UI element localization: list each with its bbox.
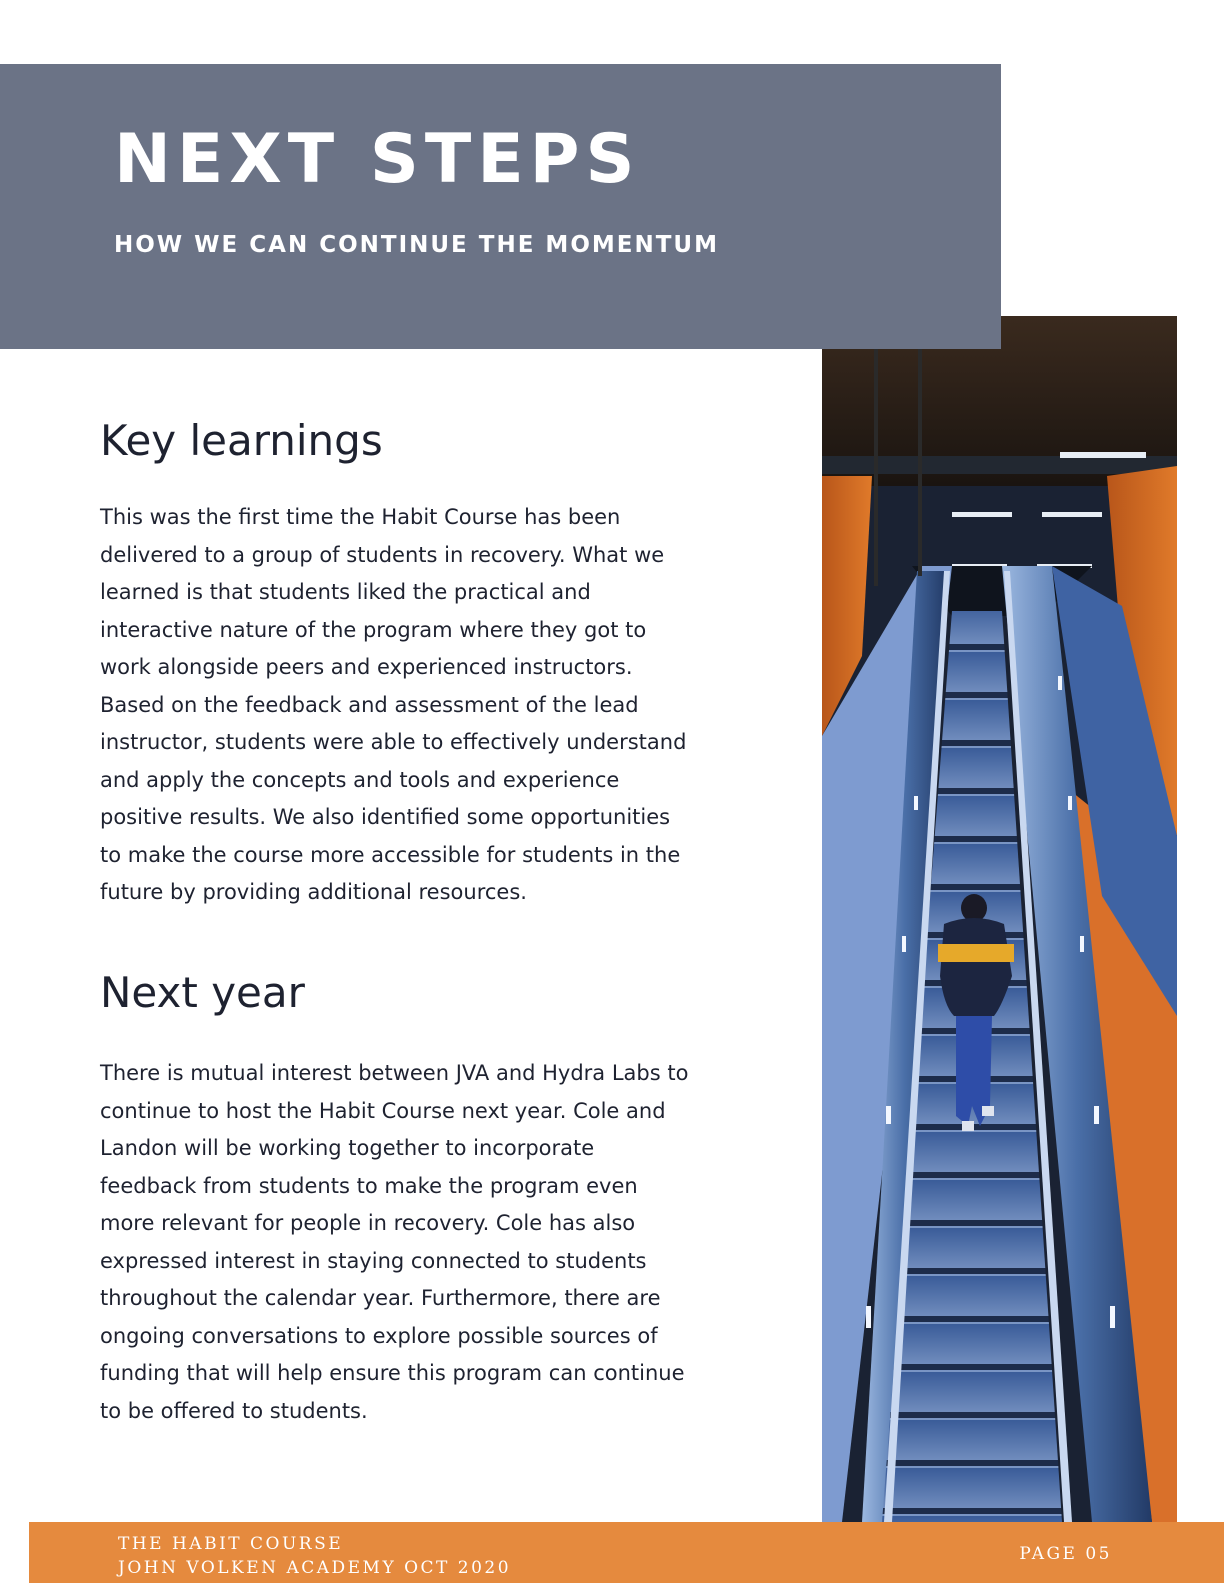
paragraph-line: to be offered to students. [100,1398,368,1423]
paragraph-line: delivered to a group of students in recovery. What we [100,542,665,567]
escalator-photo [822,316,1177,1522]
paragraph-line: expressed interest in staying connected to students [100,1248,647,1273]
paragraph-line: throughout the calendar year. Furthermore, there are [100,1286,661,1310]
paragraph-line: funding that will help ensure this program can continue [100,1361,685,1385]
next-year-paragraph [100,1055,740,1430]
paragraph-line: more relevant for people in recovery. Cole has also [100,1211,636,1235]
paragraph-line: work alongside peers and experienced instructors. [100,655,633,679]
paragraph-line: positive results. We also identified some opportunities [100,805,671,829]
paragraph-line: feedback from students to make the program even [100,1173,638,1198]
section-heading-key-learnings: Key learnings [100,416,383,465]
paragraph-line: Based on the feedback and assessment of the lead [100,692,639,717]
footer-organization-date: JOHN VOLKEN ACADEMY OCT 2020 [118,1558,512,1578]
paragraph-line: Landon will be working together to incorporate [100,1136,595,1160]
paragraph-line: to make the course more accessible for students in the [100,842,681,867]
section-heading-next-year: Next year [100,968,305,1017]
page-subtitle: HOW WE CAN CONTINUE THE MOMENTUM [114,232,719,258]
footer-band [29,1522,1224,1583]
paragraph-line: There is mutual interest between JVA and Hydra Labs to [100,1061,689,1085]
paragraph-line: continue to host the Habit Course next year. Cole and [100,1098,666,1123]
paragraph-line: and apply the concepts and tools and experience [100,767,620,792]
header-band [0,64,1001,349]
footer-course-title: THE HABIT COURSE [118,1534,344,1554]
key-learnings-paragraph [100,499,740,912]
paragraph-line: learned is that students liked the practical and [100,580,591,604]
paragraph-line: This was the first time the Habit Course has been [100,505,621,529]
page-title: NEXT STEPS [114,120,641,199]
footer-course-info [118,1532,511,1580]
paragraph-line: ongoing conversations to explore possible sources of [100,1323,658,1348]
paragraph-line: instructor, students were able to effectively understand [100,730,687,754]
paragraph-line: future by providing additional resources. [100,880,527,904]
paragraph-line: interactive nature of the program where they got to [100,617,647,642]
page-number: PAGE 05 [1019,1544,1112,1564]
